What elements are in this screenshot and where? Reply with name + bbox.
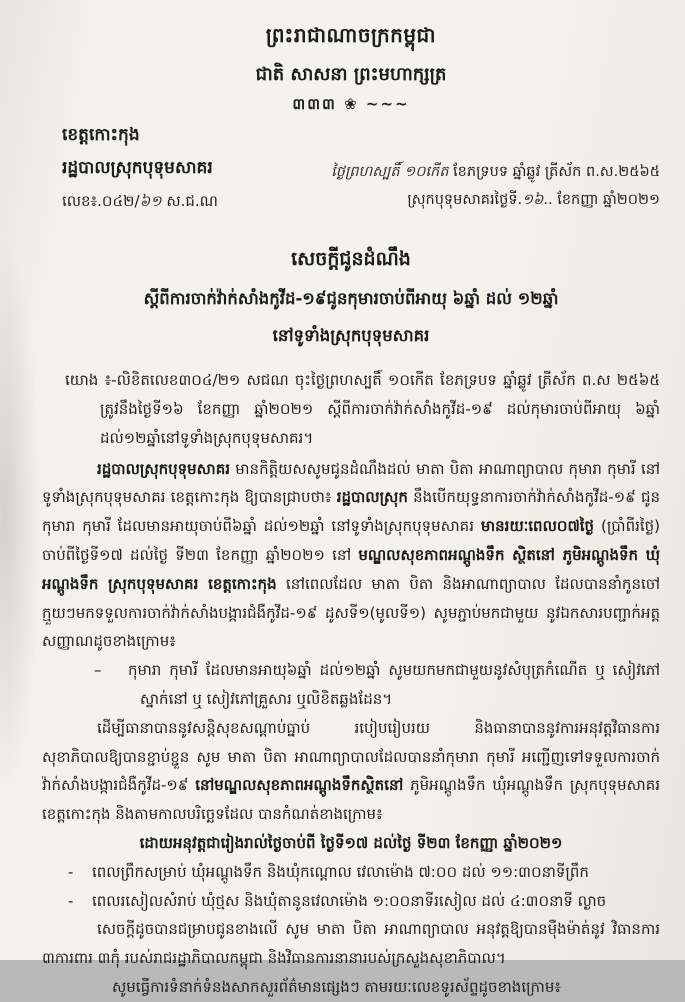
document-body (42, 366, 660, 1002)
main-paragraph: រដ្ឋបាលស្រុកបុទុមសាគរ មានកិត្តិយសសូមជូនដំណឹងដល់ មាតា បិតា អាណាព្យាបាល កុមារា កុមារី នៅទូទាំងស្រុកបុទុមសាគរ ខេត្តកោះកុង ឱ្យបានជ្រាបថា៖ រដ្ឋបាលស្រុក នឹងបើកយុទ្ធនាការចាក់វ៉ាក់សាំងកូវីដ-១៩ ជូនកុមារា កុមារី ដែលមានអាយុចាប់ពី៦ឆ្នាំ ដល់១២ឆ្នាំ នៅទូទាំងស្រុកបុទុមសាគរ មានរយៈពេល០៧ថ្ងៃ (ប្រាំពីរថ្ងៃ) ចាប់ពីថ្ងៃទី១៧ ដល់ថ្ងៃ ទី២៣ ខែកញ្ញា ឆ្នាំ២០២១ នៅ មណ្ឌលសុខភាពអណ្ដូងទឹក ស្ថិតនៅ ភូមិអណ្ដូងទឹក ឃុំអណ្ដូងទឹក ស្រុកបុទុមសាគរ ខេត្តកោះកុង នៅពេលដែល មាតា បិតា និងអាណាព្យាបាល ដែលបាននាំកូនចៅ ក្មួយៗមកទទួលការចាក់វ៉ាក់សាំងបង្ការជំងឺកូវីដ-១៩ ដូសទី១(មូលទី១) សូមភ្ជាប់មកជាមួយ នូវឯកសារបញ្ជាក់អត្តសញ្ញាណដូចខាងក្រោម៖ (42, 459, 661, 651)
schedule-heading: ដោយអនុវត្តជារៀងរាល់ថ្ងៃចាប់ពី ថ្ងៃទី១៧ ដល់ថ្ងៃ ទី២៣ ខែកញ្ញា ឆ្នាំ២០២១ (139, 834, 563, 853)
afternoon-schedule-item (42, 887, 660, 916)
greg-date-prefix: ស្រុកបុទុមសាគរថ្ងៃទី. (407, 191, 523, 208)
announcement-scope: នៅទូទាំងស្រុកបុទុមសាគរ (272, 326, 430, 346)
gregorian-date-line (331, 187, 660, 215)
announcement-subject: ស្តីពីការចាក់វ៉ាក់សាំងកូវីដ-១៩ជូនកុមារចាប់ពីអាយុ ៦ឆ្នាំ ដល់ ១២ឆ្នាំ (143, 289, 559, 309)
letterhead-row (42, 121, 660, 214)
district-administration: រដ្ឋបាលស្រុកបុទុមសាគរ (62, 157, 213, 178)
closing-paragraph: សេចក្តីដូចបានជម្រាបជូនខាងលើ សូម មាតា បិតា អាណាព្យាបាល អនុវត្តឱ្យបានម៉ឺងម៉ាត់នូវ វិធានការ ៣ការពារ ៣កុំ របស់រាជរដ្ឋាភិបាលកម្ពុជា និងវិធានការនានារបស់ក្រសួងសុខាភិបាល។ (42, 920, 660, 968)
letterhead-left (42, 121, 218, 214)
reference-paragraph: យោង ៖-លិខិតលេខ៣០៤/២១ សជណ ចុះថ្ងៃព្រហស្បតិ៍ ១០កើត ខែភទ្របទ ឆ្នាំឆ្លូវ ត្រីស័ក ព.ស ២៥៦៥ ត្រូវនឹងថ្ងៃទី១៦ ខែកញ្ញា ឆ្នាំ២០២១ ស្តីពីការចាក់វ៉ាក់សាំងកូវីដ-១៩ ដល់កុមារចាប់ពីអាយុ ៦ឆ្នាំ ដល់១២ឆ្នាំនៅទូទាំងស្រុកបុទុមសាគរ។ (65, 371, 660, 447)
dateline-block (331, 159, 660, 214)
ref-handwritten-number: ៦១ (139, 191, 162, 210)
document-requirement-text: កុមារា កុមារី ដែលមានអាយុ៦ឆ្នាំ ដល់១២ឆ្នាំ សូមយកមកជាមួយនូវសំបុត្រកំណើត ឬ សៀវភៅស្នាក់នៅ ឬ សៀវភៅគ្រួសារ ឬលិខិតឆ្លងដែន។ (128, 661, 660, 709)
greg-date-handwritten: ១៦ (522, 191, 544, 208)
safety-paragraph: ដើម្បីធានាបាននូវសន្តិសុខសណ្ដាប់ធ្នាប់ របៀបរៀបរយ និងធានាបាននូវការអនុវត្តវិធានការសុខាភិបាលឱ្យបានខ្ជាប់ខ្ជួន សូម មាតា បិតា អាណាព្យាបាលដែលបាននាំកុមារា កុមារី អញ្ជើញទៅទទួលការចាក់វ៉ាក់សាំងបង្ការជំងឺកូវីដ-១៩ នៅមណ្ឌលសុខភាពអណ្ដូងទឹកស្ថិតនៅ ភូមិអណ្ដូងទឹក ឃុំអណ្ដូងទឹក ស្រុកបុទុមសាគរ ខេត្តកោះកុង និងតាមកាលបរិច្ឆេទដែល បានកំណត់ខាងក្រោម៖ (42, 718, 660, 824)
ornamental-divider: ៣៣៣ ❀ ~~~ (292, 95, 410, 113)
bullet-dash: - (68, 891, 74, 910)
lunar-date-handwritten: ថ្ងៃព្រហស្បតិ៍ ១០កើត (331, 164, 454, 180)
province-name: ខេត្តកោះកុង (62, 125, 140, 145)
lunar-date-line (331, 159, 660, 187)
lunar-date-typed: ខែភទ្របទ ឆ្នាំឆ្លូវ ត្រីស័ក ព.ស.២៥៦៥ (453, 164, 660, 180)
morning-schedule-item (42, 858, 660, 887)
document-requirement-item (42, 656, 660, 714)
afternoon-schedule-text: ពេលរសៀលសំរាប់ ឃុំថ្មស និងឃុំតានូនវេលាម៉ោង ១:០០នាទីរសៀល ដល់ ៤:៣០នាទី ល្ងាច (92, 891, 607, 910)
ref-prefix: លេខ៖.០៤២/ (62, 191, 140, 210)
greg-date-suffix: .. ខែកញ្ញា ឆ្នាំ២០២១ (543, 191, 660, 208)
national-motto: ជាតិ សាសនា ព្រះមហាក្សត្រ (255, 64, 447, 85)
bullet-dash: – (94, 661, 102, 680)
announcement-title-block (42, 240, 660, 352)
announcement-title: សេចក្តីជូនដំណឹង (291, 248, 411, 271)
bullet-dash: - (68, 862, 74, 881)
ref-suffix: ស.ជ.ណ (161, 191, 218, 210)
morning-schedule-text: ពេលព្រឹកសម្រាប់ ឃុំអណ្ដូងទឹក និងឃុំកណ្ដោល វេលាម៉ោង ៧:០០ ដល់ ១១:៣០នាទីព្រឹក (92, 862, 589, 881)
kingdom-title: ព្រះរាជាណាចក្រកម្ពុជា (265, 23, 437, 47)
reference-number (62, 189, 218, 215)
contact-line: សូមធ្វើការទំនាក់ទំនងសាកសួរព័ត៌មានផ្សេងៗ តាមរយៈលេខទូរស័ព្ទដូចខាងក្រោម៖ (112, 978, 561, 997)
